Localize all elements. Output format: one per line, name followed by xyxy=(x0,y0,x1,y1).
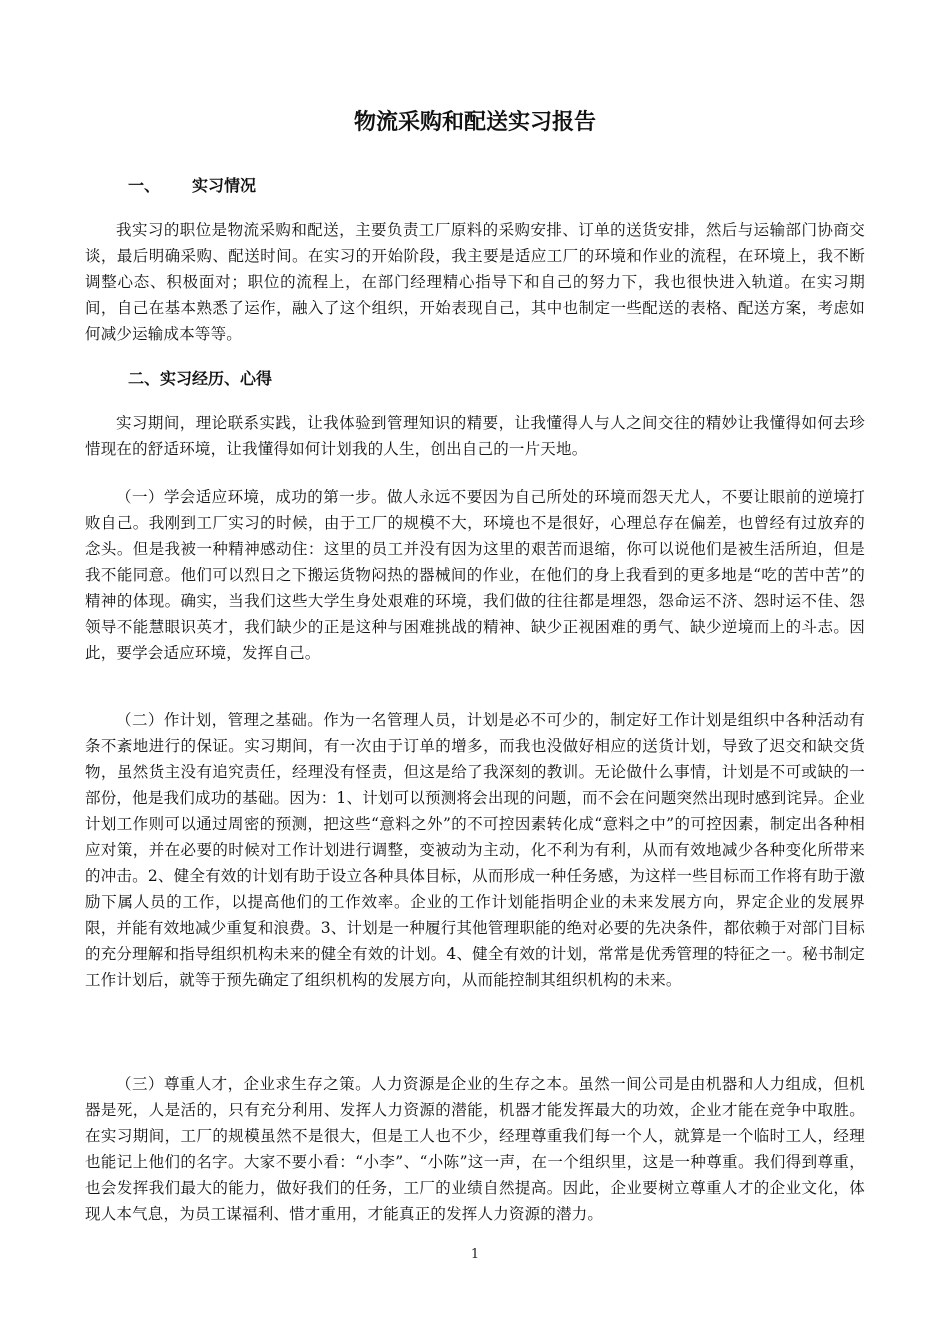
page-number: 1 xyxy=(470,1247,480,1262)
paragraph-planning: （二）作计划，管理之基础。作为一名管理人员，计划是必不可少的，制定好工作计划是组织中各种活动有条不紊地进行的保证。实习期间，有一次由于订单的增多，而我也没做好相应的送货计划，导致了迟交和缺交货物，虽然货主没有追究责任，经理没有怪责，但这是给了我深刻的教训。无论做什么事情，计划是不可或缺的一部份，他是我们成功的基础。因为：1、计划可以预测将会出现的问题，而不会在问题突然出现时感到诧异。企业计划工作则可以通过周密的预测，把这些“意料之外”的不可控因素转化成“意料之中”的可控因素，制定出各种相应对策，并在必要的时候对工作计划进行调整，变被动为主动，化不利为有利，从而有效地减少各种变化所带来的冲击。2、健全有效的计划有助于设立各种具体目标，从而形成一种任务感，为这样一些目标而工作将有助于激励下属人员的工作，以提高他们的工作效率。企业的工作计划能指明企业的未来发展方向，界定企业的发展界限，并能有效地减少重复和浪费。3、计划是一种履行其他管理职能的绝对必要的先决条件，都依赖于对部门目标的充分理解和指导组织机构未来的健全有效的计划。4、健全有效的计划，常常是优秀管理的特征之一。秘书制定工作计划后，就等于预先确定了组织机构的发展方向，从而能控制其组织机构的未来。 xyxy=(85,711,865,989)
section-heading-1-title: 实习情况 xyxy=(192,176,257,195)
section-heading-2: 二、实习经历、心得 xyxy=(128,369,273,388)
section-heading-1-number: 一、 xyxy=(128,176,161,195)
section-heading-1 xyxy=(128,174,256,198)
paragraph-respect-talent: （三）尊重人才，企业求生存之策。人力资源是企业的生存之本。虽然一间公司是由机器和人力组成，但机器是死，人是活的，只有充分利用、发挥人力资源的潜能，机器才能发挥最大的功效，企业才能在竞争中取胜。在实习期间，工厂的规模虽然不是很大，但是工人也不少，经理尊重我们每一个人，就算是一个临时工人，经理也能记上他们的名字。大家不要小看：“小李”、“小陈”这一声，在一个组织里，这是一种尊重。我们得到尊重，也会发挥我们最大的能力，做好我们的任务，工厂的业绩自然提高。因此，企业要树立尊重人才的企业文化，体现人本气息，为员工谋福利、惜才重用，才能真正的发挥人力资源的潜力。 xyxy=(85,1075,865,1223)
document-title: 物流采购和配送实习报告 xyxy=(353,110,596,135)
paragraph-experience-intro: 实习期间，理论联系实践，让我体验到管理知识的精要，让我懂得人与人之间交往的精妙让我懂得如何去珍惜现在的舒适环境，让我懂得如何计划我的人生，创出自己的一片天地。 xyxy=(85,414,865,458)
paragraph-adapt-environment: （一）学会适应环境，成功的第一步。做人永远不要因为自己所处的环境而怨天尤人，不要让眼前的逆境打败自己。我刚到工厂实习的时候，由于工厂的规模不大，环境也不是很好，心理总存在偏差，也曾经有过放弃的念头。但是我被一种精神感动住：这里的员工并没有因为这里的艰苦而退缩，你可以说他们是被生活所迫，但是我不能同意。他们可以烈日之下搬运货物闷热的器械间的作业，在他们的身上我看到的更多地是“吃的苦中苦”的精神的体现。确实，当我们这些大学生身处艰难的环境，我们做的往往都是埋怨，怨命运不济、怨时运不佳、怨领导不能慧眼识英才，我们缺少的正是这种与困难挑战的精神、缺少正视困难的勇气、缺少逆境而上的斗志。因此，要学会适应环境，发挥自己。 xyxy=(85,488,865,662)
paragraph-internship-overview: 我实习的职位是物流采购和配送，主要负责工厂原料的采购安排、订单的送货安排，然后与运输部门协商交谈，最后明确采购、配送时间。在实习的开始阶段，我主要是适应工厂的环境和作业的流程，在环境上，我不断调整心态、积极面对；职位的流程上，在部门经理精心指导下和自己的努力下，我也很快进入轨道。在实习期间，自己在基本熟悉了运作，融入了这个组织，开始表现自己，其中也制定一些配送的表格、配送方案，考虑如何减少运输成本等等。 xyxy=(85,221,865,343)
